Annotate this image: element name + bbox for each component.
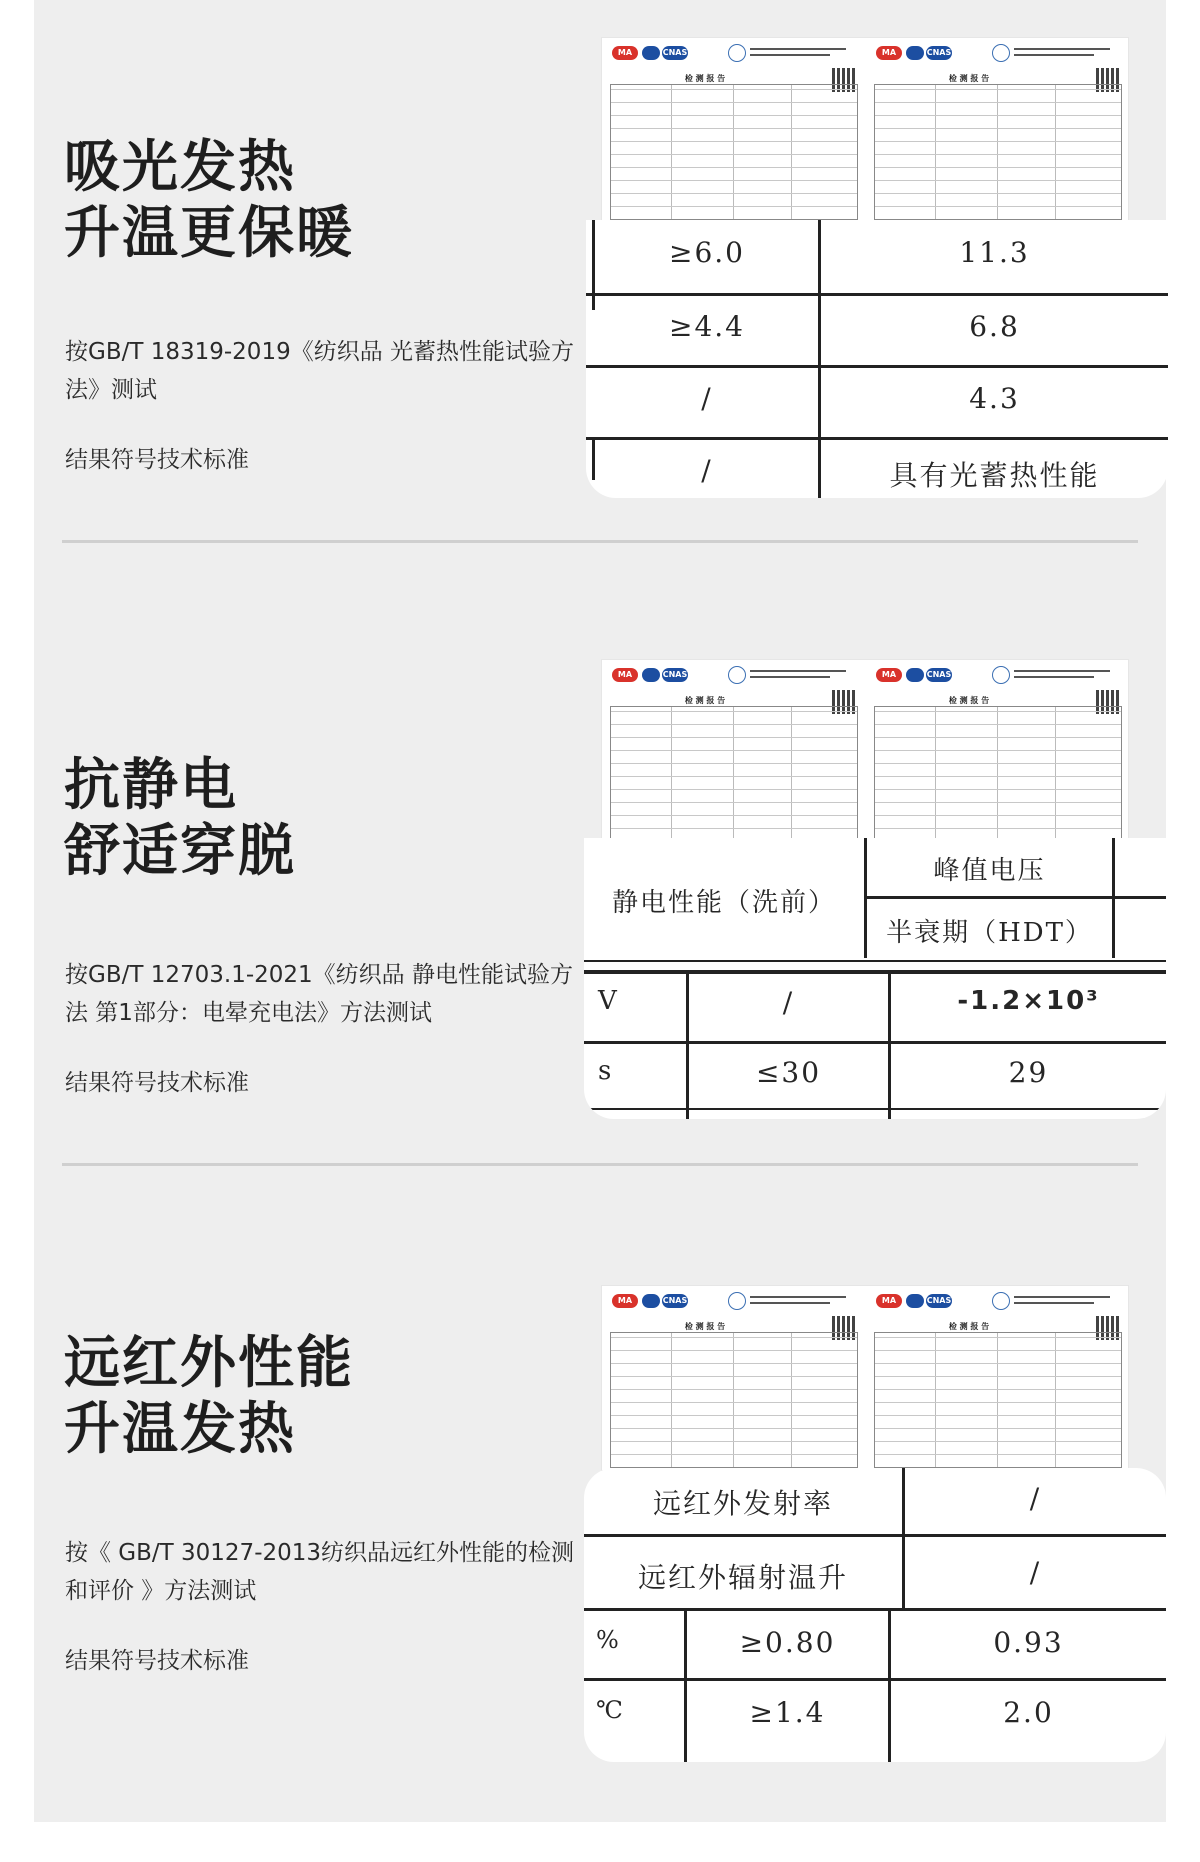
table-cell: ≤30 — [755, 1056, 822, 1089]
report-title: 检 测 报 告 — [948, 1322, 990, 1331]
section-title — [64, 135, 354, 267]
ilac-logo-icon — [906, 46, 924, 60]
report-page-right — [874, 1292, 1122, 1468]
table-cell: 11.3 — [959, 236, 1030, 269]
cnas-logo-icon: CNAS — [662, 46, 688, 60]
test-method-description: 按《 GB/T 30127-2013纺织品远红外性能的检测和评价 》方法测试 — [65, 1540, 575, 1604]
table-cell: ≥1.4 — [749, 1696, 826, 1729]
report-title: 检 测 报 告 — [684, 1322, 726, 1331]
table-cell: 0.93 — [993, 1626, 1064, 1659]
result-table — [584, 1468, 1166, 1762]
seal-icon — [728, 1292, 746, 1310]
section-title — [64, 1331, 354, 1463]
table-cell: / — [701, 454, 713, 487]
cnas-logo-icon: CNAS — [926, 1294, 952, 1308]
ma-logo-icon: MA — [876, 668, 902, 682]
report-title: 检 测 报 告 — [948, 74, 990, 83]
table-header-cell: 静电性能（洗前） — [611, 888, 836, 918]
content-panel — [34, 0, 1166, 1822]
ilac-logo-icon — [642, 668, 660, 682]
table-cell: ≥0.80 — [739, 1626, 836, 1659]
table-cell: -1.2×10³ — [957, 986, 1100, 1016]
table-cell: / — [782, 986, 795, 1019]
title-line-1: 远红外性能 — [64, 1331, 354, 1396]
table-cell: 2.0 — [1003, 1696, 1054, 1729]
seal-icon — [992, 1292, 1010, 1310]
standard-note: 结果符号技术标准 — [65, 1070, 249, 1096]
report-table — [610, 84, 858, 220]
cnas-logo-icon: CNAS — [662, 1294, 688, 1308]
ma-logo-icon: MA — [612, 668, 638, 682]
report-title: 检 测 报 告 — [684, 74, 726, 83]
table-cell: 6.8 — [969, 310, 1020, 343]
standard-note: 结果符号技术标准 — [65, 447, 249, 473]
ma-logo-icon: MA — [612, 1294, 638, 1308]
cnas-logo-icon: CNAS — [926, 668, 952, 682]
report-table — [610, 1332, 858, 1468]
ilac-logo-icon — [642, 46, 660, 60]
table-header-cell: / — [1029, 1556, 1042, 1589]
ilac-logo-icon — [906, 1294, 924, 1308]
table-cell: 29 — [1008, 1056, 1049, 1089]
table-cell: / — [701, 382, 713, 415]
table-cell: ℃ — [596, 1696, 625, 1724]
standard-note: 结果符号技术标准 — [65, 1648, 249, 1674]
table-cell: 具有光蓄热性能 — [889, 459, 1100, 492]
result-table — [584, 838, 1166, 1119]
report-page-right — [874, 44, 1122, 220]
ilac-logo-icon — [642, 1294, 660, 1308]
ilac-logo-icon — [906, 668, 924, 682]
table-header-cell: 远红外辐射温升 — [637, 1561, 848, 1594]
title-line-2: 舒适穿脱 — [64, 819, 296, 884]
test-method-description: 按GB/T 18319-2019《纺织品 光蓄热性能试验方法》测试 — [65, 339, 575, 403]
ma-logo-icon: MA — [612, 46, 638, 60]
report-title: 检 测 报 告 — [684, 696, 726, 705]
test-report-image — [602, 660, 1128, 844]
test-method-description: 按GB/T 12703.1-2021《纺织品 静电性能试验方法 第1部分：电晕充电法》方法测试 — [65, 962, 573, 1026]
report-title: 检 测 报 告 — [948, 696, 990, 705]
ma-logo-icon: MA — [876, 1294, 902, 1308]
title-line-1: 抗静电 — [64, 753, 238, 818]
section-far-infrared — [34, 1166, 1166, 1822]
section-antistatic — [34, 543, 1166, 1163]
result-table — [586, 220, 1168, 498]
report-table — [874, 84, 1122, 220]
report-page-left — [610, 1292, 858, 1468]
cnas-logo-icon: CNAS — [926, 46, 952, 60]
table-cell: 4.3 — [969, 382, 1020, 415]
report-table — [610, 706, 858, 842]
title-line-2: 升温发热 — [64, 1397, 296, 1462]
seal-icon — [992, 44, 1010, 62]
table-cell: V — [598, 986, 619, 1016]
title-line-1: 吸光发热 — [64, 135, 296, 200]
table-cell: % — [596, 1626, 621, 1654]
section-title — [64, 753, 296, 885]
test-report-image — [602, 1286, 1128, 1470]
seal-icon — [728, 44, 746, 62]
table-header-cell: 半衰期（HDT） — [886, 918, 1093, 948]
title-line-2: 升温更保暖 — [64, 201, 354, 266]
report-table — [874, 706, 1122, 842]
table-cell: s — [598, 1056, 614, 1086]
report-table — [874, 1332, 1122, 1468]
table-cell: ≥4.4 — [669, 310, 745, 343]
test-report-image — [602, 38, 1128, 222]
table-header-cell: 远红外发射率 — [652, 1487, 833, 1520]
table-header-cell: 峰值电压 — [933, 856, 1046, 886]
report-page-left — [610, 666, 858, 842]
seal-icon — [992, 666, 1010, 684]
report-page-left — [610, 44, 858, 220]
section-light-heat — [34, 0, 1166, 540]
ma-logo-icon: MA — [876, 46, 902, 60]
report-page-right — [874, 666, 1122, 842]
table-cell: ≥6.0 — [669, 236, 745, 269]
seal-icon — [728, 666, 746, 684]
table-header-cell: / — [1029, 1482, 1042, 1515]
cnas-logo-icon: CNAS — [662, 668, 688, 682]
